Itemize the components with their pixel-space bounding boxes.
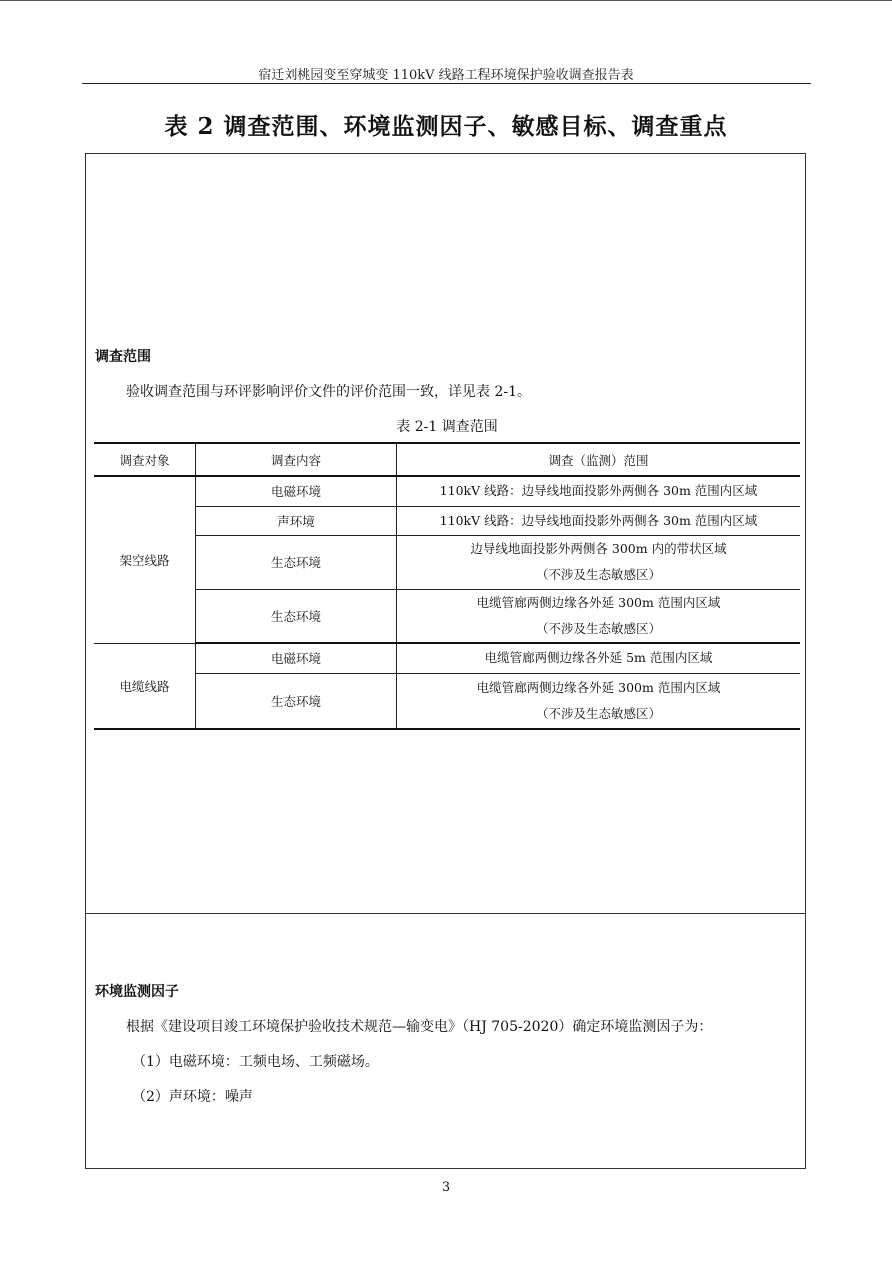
table-row bbox=[94, 535, 800, 589]
range-text: 110kV 线路：边导线地面投影外两侧各 30m 范围内区域 bbox=[439, 483, 758, 499]
column-header: 调查（监测）范围 bbox=[397, 443, 801, 476]
header-rule bbox=[82, 83, 811, 84]
table-row bbox=[94, 476, 800, 506]
object-cell: 架空线路 bbox=[94, 476, 196, 643]
table-row bbox=[94, 673, 800, 729]
table-row bbox=[94, 506, 800, 535]
range-cell bbox=[397, 506, 801, 535]
monitoring-factors-heading: 环境监测因子 bbox=[95, 984, 179, 1000]
monitoring-factors-intro: 根据《建设项目竣工环境保护验收技术规范—输变电》（HJ 705-2020）确定环境监测因子为： bbox=[126, 1019, 713, 1035]
content-cell: 声环境 bbox=[196, 506, 397, 535]
range-note: （不涉及生态敏感区） bbox=[535, 567, 661, 582]
table-row bbox=[94, 589, 800, 643]
range-text: 边导线地面投影外两侧各 300m 内的带状区域 bbox=[470, 541, 727, 556]
survey-scope-table bbox=[94, 442, 800, 730]
range-note: （不涉及生态敏感区） bbox=[535, 705, 661, 721]
running-header: 宿迁刘桃园变至穿城变 110kV 线路工程环境保护验收调查报告表 bbox=[258, 68, 634, 83]
table-header-row bbox=[94, 443, 800, 476]
content-cell: 电磁环境 bbox=[196, 643, 397, 673]
range-text: 电缆管廊两侧边缘各外延 300m 范围内区域 bbox=[476, 679, 721, 695]
content-cell: 电磁环境 bbox=[196, 476, 397, 506]
content-cell: 生态环境 bbox=[196, 589, 397, 643]
content-cell: 生态环境 bbox=[196, 673, 397, 729]
survey-scope-intro: 验收调查范围与环评影响评价文件的评价范围一致，详见表 2-1。 bbox=[126, 384, 531, 400]
frame-divider bbox=[85, 913, 806, 914]
range-text: 电缆管廊两侧边缘各外延 300m 范围内区域 bbox=[476, 594, 721, 610]
column-header: 调查内容 bbox=[196, 443, 397, 476]
content-cell: 生态环境 bbox=[196, 535, 397, 589]
range-text: 电缆管廊两侧边缘各外延 5m 范围内区域 bbox=[484, 650, 713, 666]
table-caption: 表 2-1 调查范围 bbox=[396, 419, 498, 435]
range-cell bbox=[397, 535, 801, 589]
object-cell: 电缆线路 bbox=[94, 643, 196, 729]
page-title: 表 2 调查范围、环境监测因子、敏感目标、调查重点 bbox=[164, 113, 728, 140]
column-header: 调查对象 bbox=[94, 443, 196, 476]
range-cell bbox=[397, 673, 801, 729]
range-note: （不涉及生态敏感区） bbox=[535, 620, 661, 636]
survey-scope-heading: 调查范围 bbox=[95, 349, 151, 365]
range-text: 110kV 线路：边导线地面投影外两侧各 30m 范围内区域 bbox=[439, 512, 758, 528]
range-cell bbox=[397, 589, 801, 643]
range-cell bbox=[397, 643, 801, 673]
monitoring-factor-item: （2）声环境：噪声 bbox=[132, 1089, 253, 1105]
top-border-line bbox=[0, 0, 892, 1]
range-cell bbox=[397, 476, 801, 506]
monitoring-factor-item: （1）电磁环境：工频电场、工频磁场。 bbox=[132, 1054, 379, 1070]
table-row bbox=[94, 643, 800, 673]
page-number: 3 bbox=[441, 1180, 451, 1195]
